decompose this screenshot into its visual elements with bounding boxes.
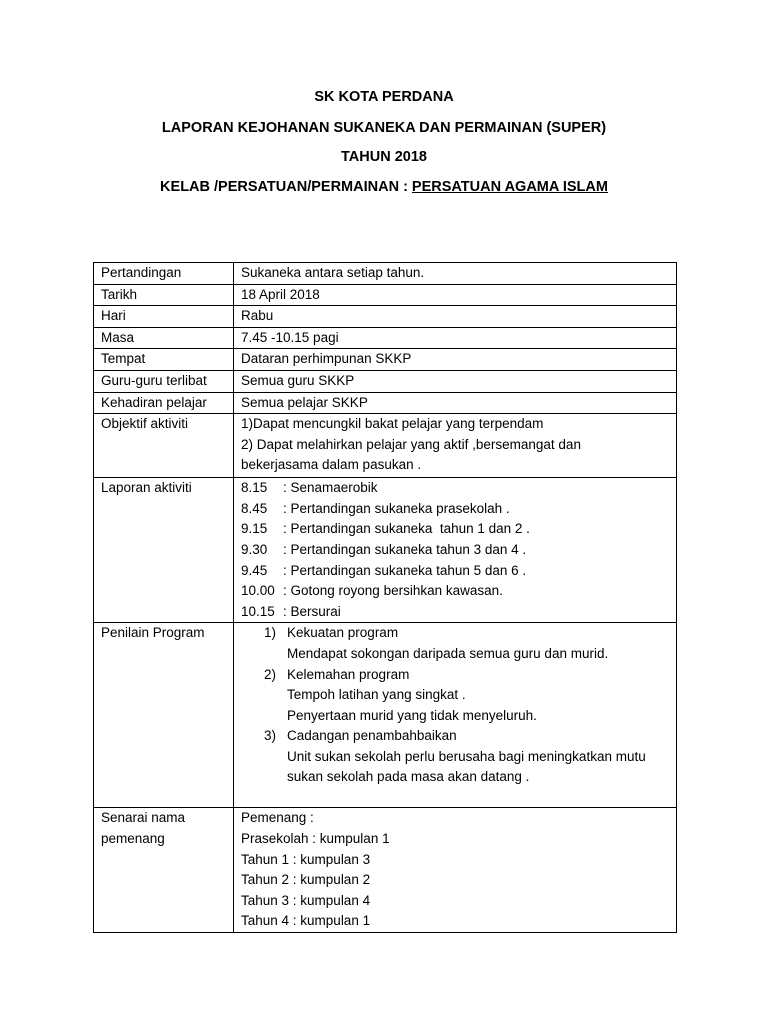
row-tempat bbox=[94, 349, 677, 371]
winner-line: Tahun 1 : kumpulan 3 bbox=[241, 851, 371, 867]
row-value: Dataran perhimpunan SKKP bbox=[234, 349, 677, 371]
report-title: LAPORAN KEJOHANAN SUKANEKA DAN PERMAINAN (SUPER) bbox=[161, 120, 607, 136]
row-label: Kehadiran pelajar bbox=[94, 392, 234, 414]
row-label: Tarikh bbox=[94, 284, 234, 306]
schedule-time: 8.15 bbox=[241, 480, 268, 496]
row-masa bbox=[94, 327, 677, 349]
schedule-activity: : Senamaerobik bbox=[283, 480, 378, 496]
schedule-time: 8.45 bbox=[241, 500, 268, 516]
evaluation-heading bbox=[241, 665, 672, 686]
row-value bbox=[234, 414, 677, 478]
schedule-item bbox=[241, 499, 672, 520]
row-objektif bbox=[94, 414, 677, 478]
evaluation-detail: Mendapat sokongan daripada semua guru dan murid. bbox=[287, 645, 609, 661]
winner-line: Prasekolah : kumpulan 1 bbox=[241, 830, 390, 846]
row-label bbox=[94, 808, 234, 933]
row-hari bbox=[94, 306, 677, 328]
row-value bbox=[234, 808, 677, 933]
schedule-time: 10.15 bbox=[241, 603, 275, 619]
row-tarikh bbox=[94, 284, 677, 306]
row-label: Laporan aktiviti bbox=[94, 478, 234, 623]
schedule-item bbox=[241, 519, 672, 540]
schedule-item bbox=[241, 581, 672, 602]
row-label: Hari bbox=[94, 306, 234, 328]
objective-line: 2) Dapat melahirkan pelajar yang aktif ,bersemangat dan bbox=[241, 436, 581, 452]
row-value: Semua guru SKKP bbox=[234, 370, 677, 392]
evaluation-heading bbox=[241, 726, 672, 747]
schedule-activity: : Gotong royong bersihkan kawasan. bbox=[283, 583, 503, 599]
row-value: 7.45 -10.15 pagi bbox=[234, 327, 677, 349]
schedule-item bbox=[241, 478, 672, 499]
schedule-activity: : Pertandingan sukaneka tahun 3 dan 4 . bbox=[283, 541, 527, 557]
club-name: PERSATUAN AGAMA ISLAM bbox=[411, 179, 608, 195]
row-kehadiran bbox=[94, 392, 677, 414]
row-guru bbox=[94, 370, 677, 392]
schedule-time: 10.00 bbox=[241, 583, 275, 599]
evaluation-number: 1) bbox=[264, 625, 277, 641]
winner-line: Pemenang : bbox=[241, 810, 314, 826]
schedule-activity: : Pertandingan sukaneka tahun 5 dan 6 . bbox=[283, 562, 527, 578]
schedule-activity: : Bersurai bbox=[283, 603, 341, 619]
row-value: Semua pelajar SKKP bbox=[234, 392, 677, 414]
schedule-activity: : Pertandingan sukaneka tahun 1 dan 2 . bbox=[283, 521, 530, 537]
row-value bbox=[234, 623, 677, 808]
row-pertandingan bbox=[94, 263, 677, 285]
schedule-item bbox=[241, 540, 672, 561]
evaluation-title: Kelemahan program bbox=[287, 666, 410, 682]
row-value: Sukaneka antara setiap tahun. bbox=[234, 263, 677, 285]
row-value bbox=[234, 478, 677, 623]
row-label: Guru-guru terlibat bbox=[94, 370, 234, 392]
row-value: Rabu bbox=[234, 306, 677, 328]
evaluation-detail: sukan sekolah pada masa akan datang . bbox=[287, 769, 530, 785]
evaluation-detail: Tempoh latihan yang singkat . bbox=[287, 687, 466, 703]
row-penilaian bbox=[94, 623, 677, 808]
row-label: Penilain Program bbox=[94, 623, 234, 808]
schedule-time: 9.45 bbox=[241, 562, 268, 578]
schedule-activity: : Pertandingan sukaneka prasekolah . bbox=[283, 500, 510, 516]
objective-line: 1)Dapat mencungkil bakat pelajar yang terpendam bbox=[241, 416, 544, 432]
row-label-line: Senarai nama bbox=[101, 810, 186, 826]
row-label-line: pemenang bbox=[101, 830, 165, 846]
evaluation-number: 2) bbox=[264, 666, 277, 682]
club-heading bbox=[0, 178, 768, 196]
winner-line: Tahun 2 : kumpulan 2 bbox=[241, 872, 371, 888]
report-year: TAHUN 2018 bbox=[341, 149, 427, 165]
evaluation-number: 3) bbox=[264, 728, 277, 744]
row-laporan bbox=[94, 478, 677, 623]
schedule-time: 9.15 bbox=[241, 521, 268, 537]
evaluation-heading bbox=[241, 623, 672, 644]
club-label: KELAB /PERSATUAN/PERMAINAN : bbox=[160, 179, 412, 195]
evaluation-title: Kekuatan program bbox=[287, 625, 399, 641]
evaluation-detail: Penyertaan murid yang tidak menyeluruh. bbox=[287, 707, 537, 723]
row-label: Tempat bbox=[94, 349, 234, 371]
objective-line: bekerjasama dalam pasukan . bbox=[241, 457, 422, 473]
row-label: Pertandingan bbox=[94, 263, 234, 285]
winner-line: Tahun 3 : kumpulan 4 bbox=[241, 892, 371, 908]
row-pemenang bbox=[94, 808, 677, 933]
evaluation-title: Cadangan penambahbaikan bbox=[287, 728, 457, 744]
row-label: Objektif aktiviti bbox=[94, 414, 234, 478]
school-name: SK KOTA PERDANA bbox=[314, 89, 454, 105]
report-table bbox=[93, 262, 677, 933]
schedule-time: 9.30 bbox=[241, 541, 268, 557]
schedule-item bbox=[241, 561, 672, 582]
row-label: Masa bbox=[94, 327, 234, 349]
schedule-item bbox=[241, 602, 672, 623]
row-value: 18 April 2018 bbox=[234, 284, 677, 306]
evaluation-detail: Unit sukan sekolah perlu berusaha bagi meningkatkan mutu bbox=[287, 748, 646, 764]
winner-line: Tahun 4 : kumpulan 1 bbox=[241, 913, 371, 929]
